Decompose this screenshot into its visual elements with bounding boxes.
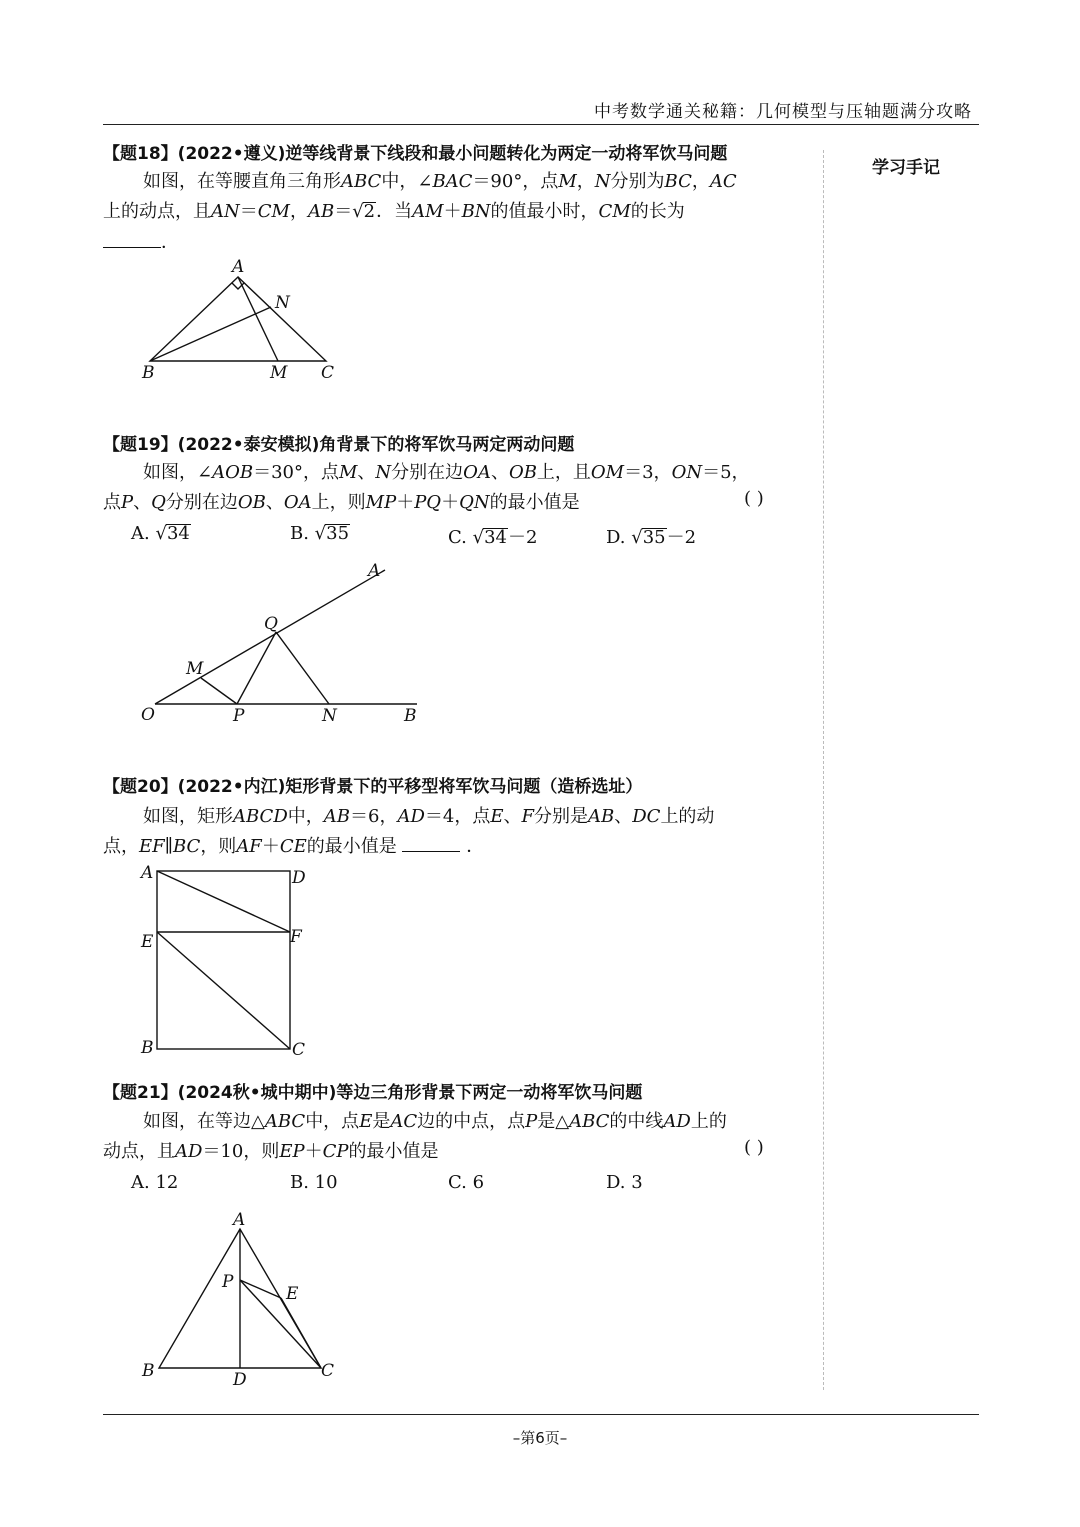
- q21-math: E: [359, 1111, 373, 1132]
- q19-math: ON: [671, 462, 703, 483]
- q19-option-suffix: －2: [507, 527, 538, 548]
- q21-label-p: P: [222, 1272, 234, 1292]
- q19-option-a[interactable]: A. √34: [131, 523, 190, 544]
- q20-label-e: E: [141, 932, 154, 952]
- q19-option-c[interactable]: C. √34－2: [448, 527, 538, 548]
- q19-math: OB: [237, 492, 266, 513]
- q20-math: BC: [172, 836, 201, 857]
- q18-math: M: [558, 171, 577, 192]
- q19-text: 点: [103, 492, 121, 513]
- q19-source: (2022•泰安模拟): [177, 435, 320, 455]
- q19-option-d[interactable]: D. √35－2: [606, 527, 697, 548]
- q18-label-b: B: [142, 363, 155, 383]
- q20-text: ．: [466, 836, 485, 857]
- q21-math: ABC: [264, 1111, 306, 1132]
- q18-label-n: N: [275, 293, 290, 313]
- q20-label-a: A: [141, 863, 154, 883]
- q20-text: 上的动: [660, 806, 715, 827]
- q18-text: 上的动点，且: [103, 201, 211, 222]
- q19-text: 上，则: [311, 492, 366, 513]
- q20-label-d: D: [292, 868, 306, 888]
- q20-math: CE: [279, 836, 307, 857]
- q19-tag: 【题19】: [103, 435, 178, 455]
- q21-text: ＋: [304, 1141, 323, 1162]
- q20-math: AB: [323, 806, 350, 827]
- q19-option-radicand: 35: [326, 523, 350, 544]
- q19-label-n: N: [322, 706, 337, 726]
- q20-text: ＝6，: [350, 806, 398, 827]
- q19-text: ＋: [396, 492, 415, 513]
- q18-text: ．当: [376, 201, 413, 222]
- q21-math: EP: [279, 1141, 305, 1162]
- q19-text: ＝5，: [702, 462, 750, 483]
- q20-text: 的最小值是: [306, 836, 397, 857]
- q20-tag: 【题20】: [103, 777, 178, 797]
- q21-answer-paren[interactable]: ( ): [744, 1137, 764, 1158]
- q18-label-c: C: [321, 363, 335, 383]
- q21-text: 如图，在等边△: [143, 1111, 265, 1132]
- q20-label-f: F: [290, 927, 302, 947]
- q21-math: AD: [175, 1141, 203, 1162]
- q19-text: 上，且: [536, 462, 591, 483]
- q21-source: (2024秋•城中期中): [177, 1083, 337, 1103]
- q19-math: OA: [463, 462, 491, 483]
- q20-label-c: C: [292, 1040, 306, 1060]
- q18-math: BAC: [432, 171, 473, 192]
- q19-text: 、: [133, 492, 152, 513]
- q18-math: BN: [461, 201, 491, 222]
- q18-text: ＝: [334, 201, 353, 222]
- q18-text: ，: [691, 171, 710, 192]
- q20-text: ＝4，点: [424, 806, 491, 827]
- q19-option-radicand: 34: [484, 527, 507, 548]
- q20-text: ，则: [200, 836, 237, 857]
- q21-math: CP: [322, 1141, 349, 1162]
- q21-text: 是△: [537, 1111, 570, 1132]
- q19-label-q: Q: [264, 614, 278, 634]
- q19-math: OB: [508, 462, 537, 483]
- q20-math: ABCD: [233, 806, 288, 827]
- q18-text: 分别为: [610, 171, 665, 192]
- q19-label-b: B: [404, 706, 417, 726]
- q18-text: 中，∠: [381, 171, 433, 192]
- q21-label-a: A: [233, 1210, 246, 1230]
- q18-math: BC: [664, 171, 692, 192]
- q19-label-o: O: [141, 705, 155, 725]
- q18-tag: 【题18】: [103, 144, 178, 164]
- q19-option-suffix: －2: [666, 527, 697, 548]
- q19-label-m: M: [186, 659, 204, 679]
- q18-math: AM: [412, 201, 444, 222]
- footer-rule: [103, 1414, 979, 1415]
- q21-text: 边的中点，点: [417, 1111, 526, 1132]
- q19-label-p: P: [233, 706, 245, 726]
- q21-label-e: E: [286, 1284, 299, 1304]
- q19-option-radicand: 34: [166, 523, 190, 544]
- q19-text: 如图，∠: [143, 462, 213, 483]
- q18-text: ，: [289, 201, 308, 222]
- q19-math: P: [121, 492, 134, 513]
- q21-text: 中，点: [305, 1111, 360, 1132]
- q21-text: ＝10，则: [202, 1141, 280, 1162]
- q20-label-b: B: [141, 1038, 154, 1058]
- q19-topic: 角背景下的将军饮马两定两动问题: [319, 435, 575, 455]
- q20-source: (2022•内江): [177, 777, 286, 797]
- q21-math: P: [525, 1111, 538, 1132]
- q18-topic: 逆等线背景下线段和最小问题转化为两定一动将军饮马问题: [285, 144, 728, 164]
- q20-text: ∥: [164, 836, 173, 857]
- q19-option-b[interactable]: B. √35: [290, 523, 350, 544]
- q18-math: N: [594, 171, 611, 192]
- q18-text: ＋: [443, 201, 462, 222]
- q21-option-b[interactable]: B. 10: [290, 1172, 338, 1193]
- q18-line-2: 上的动点，且AN＝CM，AB＝√2．当AM＋BN的值最小时，CM的长为: [103, 201, 685, 222]
- q19-math: PQ: [414, 492, 442, 513]
- q18-text: ，: [576, 171, 595, 192]
- q20-text: ＋: [261, 836, 280, 857]
- q19-text: ＝3，: [624, 462, 672, 483]
- q20-text: 、: [503, 806, 522, 827]
- q21-math: AC: [390, 1111, 418, 1132]
- q19-math: MP: [365, 492, 397, 513]
- q18-text: ．: [161, 232, 179, 253]
- q21-label-c: C: [321, 1361, 335, 1381]
- q19-text: ＋: [441, 492, 460, 513]
- q21-math: ABC: [569, 1111, 610, 1132]
- q20-text: 点，: [103, 836, 139, 857]
- q18-math: CM: [257, 201, 290, 222]
- q18-math: AB: [307, 201, 335, 222]
- q21-tag: 【题21】: [103, 1083, 178, 1103]
- q19-option-letter: A.: [131, 523, 156, 544]
- q21-text: 是: [372, 1111, 391, 1132]
- q19-option-letter: B.: [290, 523, 315, 544]
- q18-sqrt-radicand: 2: [363, 201, 376, 222]
- q18-source: (2022•遵义): [177, 144, 286, 164]
- q21-option-c[interactable]: C. 6: [448, 1172, 485, 1193]
- q20-math: EF: [139, 836, 165, 857]
- q18-math: CM: [598, 201, 631, 222]
- q21-option-a[interactable]: A. 12: [131, 1172, 179, 1193]
- q18-math: AC: [709, 171, 737, 192]
- q19-option-letter: D.: [606, 527, 632, 548]
- q21-label-b: B: [142, 1361, 155, 1381]
- q19-text: 分别在边: [165, 492, 238, 513]
- q20-math: DC: [632, 806, 661, 827]
- q19-answer-paren[interactable]: ( ): [744, 488, 764, 509]
- q19-text: 、: [357, 462, 376, 483]
- q18-label-m: M: [270, 363, 288, 383]
- q20-text: 分别是: [533, 806, 588, 827]
- q20-math: AF: [236, 836, 262, 857]
- q18-label-a: A: [232, 257, 245, 277]
- q19-text: 、: [490, 462, 509, 483]
- q19-math: OM: [590, 462, 625, 483]
- q19-text: 的最小值是: [489, 492, 580, 513]
- q19-option-letter: C.: [448, 527, 473, 548]
- q21-topic: 等边三角形背景下两定一动将军饮马问题: [336, 1083, 643, 1103]
- q19-math: OA: [283, 492, 312, 513]
- q18-text: ＝: [239, 201, 258, 222]
- q20-math: F: [521, 806, 534, 827]
- q21-text: 的中线: [609, 1111, 664, 1132]
- q19-text: 、: [265, 492, 284, 513]
- q20-text: 、: [614, 806, 633, 827]
- study-notes-label: 学习手记: [872, 158, 940, 178]
- q18-text: 如图，在等腰直角三角形: [143, 171, 341, 192]
- header-title: 中考数学通关秘籍：几何模型与压轴题满分攻略: [594, 102, 972, 122]
- q19-label-a: A: [368, 561, 381, 581]
- q20-topic: 矩形背景下的平移型将军饮马问题（造桥选址）: [285, 777, 643, 797]
- q19-math: Q: [151, 492, 166, 513]
- q21-option-d[interactable]: D. 3: [606, 1172, 643, 1193]
- q18-text: 的值最小时，: [490, 201, 599, 222]
- q21-text: 上的: [690, 1111, 727, 1132]
- q19-math: QN: [459, 492, 490, 513]
- q21-label-d: D: [233, 1370, 247, 1390]
- q18-math: ABC: [341, 171, 382, 192]
- q21-text: 的最小值是: [348, 1141, 439, 1162]
- q18-text: ＝90°，点: [472, 171, 559, 192]
- q19-math: M: [338, 462, 358, 483]
- q19-math: AOB: [212, 462, 254, 483]
- q20-math: E: [490, 806, 504, 827]
- q18-text: 的长为: [630, 201, 685, 222]
- q20-text: 中，: [287, 806, 324, 827]
- q19-text: ＝30°，点: [253, 462, 339, 483]
- q21-segment-ec: [281, 1298, 321, 1368]
- page-number: –第6页–: [512, 1429, 568, 1447]
- q21-segment-pc: [240, 1280, 321, 1368]
- q21-text: 动点，且: [103, 1141, 175, 1162]
- q19-text: 分别在边: [391, 462, 464, 483]
- q20-text: 如图，矩形: [143, 806, 233, 827]
- q21-math: AD: [663, 1111, 691, 1132]
- q19-option-radicand: 35: [642, 527, 666, 548]
- q18-math: AN: [211, 201, 240, 222]
- q20-math: AB: [587, 806, 615, 827]
- q20-math: AD: [397, 806, 425, 827]
- q19-math: N: [375, 462, 392, 483]
